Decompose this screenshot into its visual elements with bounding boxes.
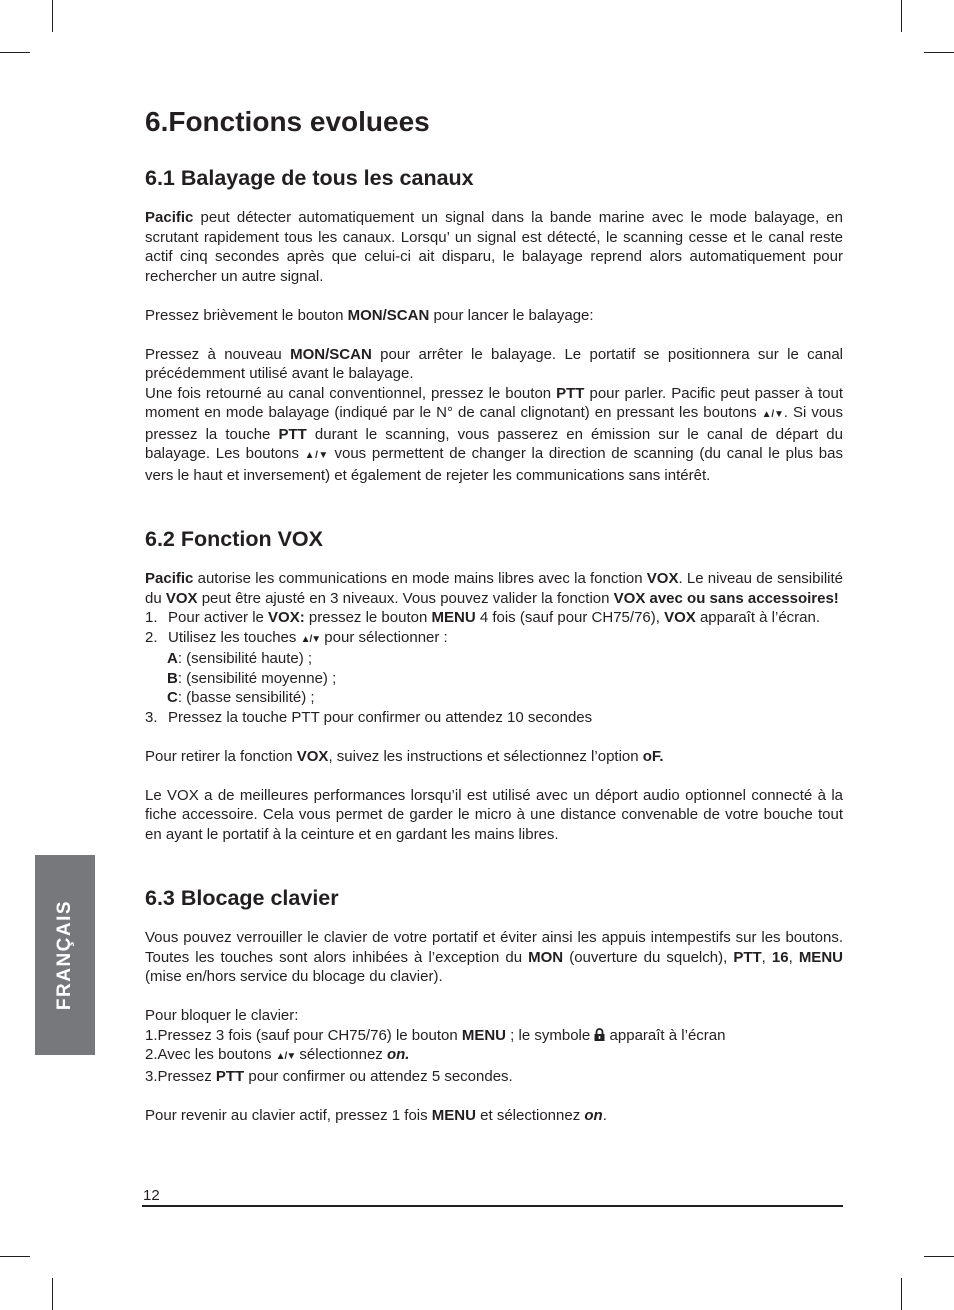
list-item: 1. Pour activer le VOX: pressez le bouton MENU 4 fois (sauf pour CH75/76), VOX apparaît à l’écran.	[145, 609, 821, 626]
crop-mark	[52, 1278, 53, 1310]
paragraph: Vous pouvez verrouiller le clavier de votre portatif et éviter ainsi les appuis intempestifs sur les boutons. Toutes les touches sont alors inhibées à l’exception du MON (ouverture du squelch), PTT, 16, MENU (mise en/hors service du blocage du clavier).	[145, 929, 843, 985]
paragraph: Une fois retourné au canal conventionnel, pressez le bouton PTT pour parler. Pacific peut passer à tout moment en mode balayage (indiqué par le N° de canal clignotant) en pressant les boutons ▲/▼. Si vous pressez la touche PTT durant le scanning, vous passerez en émission sur le canal de départ du balayage. Les boutons ▲/▼ vous permettent de changer la direction de scanning (du canal le plus bas vers le haut et inversement) et également de rejeter les communications sans intérêt.	[145, 384, 844, 484]
list-item: 2. Utilisez les touches ▲/▼ pour sélectionner :	[145, 628, 448, 646]
section-heading: 6.1 Balayage de tous les canaux	[145, 166, 474, 190]
paragraph: Pour bloquer le clavier:	[145, 1007, 299, 1024]
paragraph: Pacific peut détecter automatiquement un signal dans la bande marine avec le mode balayage, en scrutant rapidement tous les canaux. Lorsqu’ un signal est détecté, le scanning cesse et le canal reste actif cinq secondes après que celui-ci ait disparu, le balayage reprend alors automatiquement pour rechercher un autre signal.	[145, 209, 843, 285]
page-title: 6.Fonctions evoluees	[145, 106, 430, 137]
paragraph: Pressez à nouveau MON/SCAN pour arrêter le balayage. Le portatif se positionnera sur le canal précédemment utilisé avant le balayage.	[145, 345, 843, 382]
page-content	[145, 104, 843, 1125]
lock-icon	[594, 1028, 605, 1041]
crop-mark	[901, 1278, 902, 1310]
crop-mark	[924, 52, 954, 53]
up-down-arrows-icon: ▲/▼	[304, 450, 329, 461]
paragraph: Pour retirer la fonction VOX, suivez les instructions et sélectionnez l’option oF.	[145, 747, 664, 765]
option-b: B: (sensibilité moyenne) ;	[167, 669, 337, 687]
up-down-arrows-icon: ▲/▼	[761, 409, 784, 420]
crop-mark	[901, 0, 902, 32]
paragraph: Pacific autorise les communications en mode mains libres avec la fonction VOX. Le niveau de sensibilité du VOX peut être ajusté en 3 niveaux. Vous pouvez valider la fonction VOX avec ou sans accessoires!	[145, 570, 843, 607]
paragraph: Pour revenir au clavier actif, pressez 1 fois MENU et sélectionnez on.	[145, 1106, 607, 1124]
crop-mark	[52, 0, 53, 32]
option-a: A: (sensibilité haute) ;	[167, 650, 313, 667]
section-heading: 6.3 Blocage clavier	[145, 886, 339, 910]
step: 3.Pressez PTT pour confirmer ou attendez 5 secondes.	[145, 1067, 513, 1085]
crop-mark	[0, 1256, 30, 1257]
crop-mark	[0, 52, 30, 53]
paragraph: Pressez brièvement le bouton MON/SCAN pour lancer le balayage:	[145, 306, 594, 324]
language-tab	[35, 855, 95, 1055]
section-heading: 6.2 Fonction VOX	[145, 527, 323, 551]
up-down-arrows-icon: ▲/▼	[275, 1051, 296, 1062]
step: 1.Pressez 3 fois (sauf pour CH75/76) le bouton MENU ; le symbole apparaît à l’écran	[145, 1026, 726, 1044]
up-down-arrows-icon: ▲/▼	[300, 633, 321, 645]
language-tab-label: FRANÇAIS	[54, 899, 75, 1011]
option-c: C: (basse sensibilité) ;	[167, 689, 315, 706]
paragraph: Le VOX a de meilleures performances lorsqu’il est utilisé avec un déport audio optionnel connecté à la fiche accessoire. Cela vous permet de garder le micro à une distance convenable de votre bouche tout en ayant le portatif à la ceinture et en gardant les mains libres.	[145, 786, 843, 843]
page-number: 12	[143, 1187, 160, 1204]
list-item: 3. Pressez la touche PTT pour confirmer ou attendez 10 secondes	[145, 708, 593, 726]
step: 2.Avec les boutons ▲/▼ sélectionnez on.	[145, 1046, 410, 1063]
footer-rule	[142, 1205, 843, 1207]
crop-mark	[924, 1256, 954, 1257]
